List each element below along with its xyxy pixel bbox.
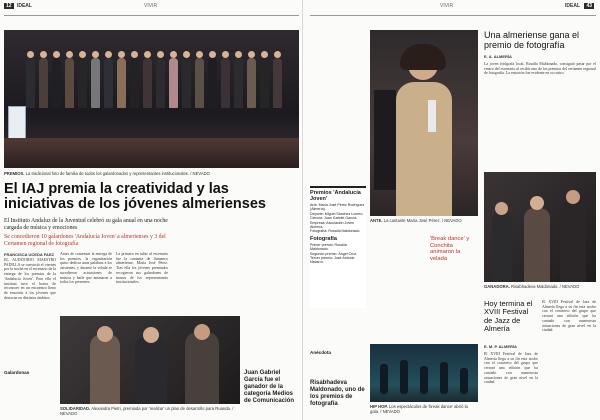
festival-byline: E. M. P. ALMERÍA: [484, 344, 517, 349]
col2-body: Antes de comenzar la entrega de los premios, la organización quiso dedicar unas palabras a los asistentes, y durante la velada se sucedieron actuaciones de música y baile que animaron a todos los presentes.: [60, 252, 112, 285]
photo-contest-body: La joven fotógrafa local, Rosalía Maldonado, consiguió pasar por el centro del escenario al recibir uno de los premios del certamen regional de fotografía. La emoción fue evidente en su rostro.: [484, 62, 596, 76]
winner-photo: [484, 172, 596, 282]
winners-infobox: Premios 'Andalucía Joven' Arte: María José Pérez Rodríguez (Almería). Deporte: Miguel Sánchez Lucero. Ciencia: Juan Gabriel García. Empresa: Asociación Joven Almería. Fotografía: Rosalía Maldonado. Fotografía Primer premio: Rosalía Maldonado. Segundo premio: Ángel Cruz. Tercer premio: José Antonio Navarro.: [310, 186, 366, 308]
maldonado-quote: Risabhadeva Maldonado, uno de los premios de fotografía: [310, 380, 365, 407]
anecdote-subhead: Anécdota: [310, 350, 331, 355]
right-page-header: [310, 3, 596, 13]
section-name: IDEAL: [16, 3, 32, 9]
col1-subhead: Galardonas: [4, 370, 30, 375]
section-name-right: IDEAL: [565, 3, 580, 9]
festival-body-col2: El XVIII Festival de Jazz de Almería llega a su fin esta noche con el concierto del grupo que cerrará una edición que ha contado con numerosas actuaciones de gran nivel en la ciudad.: [542, 300, 596, 333]
col1: [4, 252, 56, 257]
page-number: 12: [6, 3, 12, 9]
award-photo-caption: SOLIDARIDAD. Alexandra Pietri, premiada por 'realizar' un plan de desarrollo para Ruanda. / NEVADO: [60, 406, 234, 416]
header-rule-right: [310, 15, 596, 16]
festival-body: El XVIII Festival de Jazz de Almería llega a su fin esta noche con el concierto del grupo que cerrará una edición que ha contado con numerosas actuaciones de gran nivel en la ciudad.: [484, 352, 538, 385]
institutional-banner: [8, 106, 26, 142]
deck-2: Se concedieron 10 galardones 'Andalucía Joven' a almerienses y 3 del Certamen regional de fotografía: [4, 234, 166, 247]
photo-contest-headline: Una almeriense gana el premio de fotografía: [484, 30, 580, 50]
stage-floor: [4, 138, 299, 168]
infobox-subtitle: Fotografía: [310, 235, 337, 242]
festival-headline: Hoy termina el XVIII Festival de Jazz de Almería: [484, 299, 533, 334]
break-dance-quote: 'Break dance' y Conchita animaron la velada: [430, 236, 470, 262]
main-headline: El IAJ premia la creatividad y las iniciativas de los jóvenes almerienses: [4, 181, 266, 212]
deck-1: El Instituto Andaluz de la Juventud celebró su gala anual en una noche cargada de música y emociones: [4, 218, 168, 231]
page-number-right: 43: [586, 3, 592, 9]
hiphop-photo: [370, 344, 478, 402]
people-row: [26, 82, 296, 138]
byline: FRANCISCA UCEDA FAEZ: [4, 252, 54, 257]
award-photo: [60, 316, 240, 404]
section-label-right: VIVIR: [440, 3, 454, 9]
singer-caption: ANTE. La cantante María José Pérez. / NEVADO: [370, 218, 462, 223]
pull-quote: Juan Gabriel García fue el ganador de la categoría Medios de Comunicación: [244, 370, 295, 404]
hiphop-caption: HIP HOP. Los espectáculos de 'break dance' abrió la gala. / NEVADO: [370, 404, 468, 414]
group-photo: [4, 30, 299, 168]
left-page-header: [4, 3, 299, 13]
right-page: [302, 0, 600, 420]
col3-body: La primera en subir al escenario fue la cantante de flamenco almeriense, María José Pérez. Tras ella los jóvenes premiados recogieron sus galardones de manos de los representantes institucionales.: [116, 252, 168, 285]
section-label: VIVIR: [144, 3, 158, 9]
group-photo-caption: PREMIOS. La tradicional foto de familia de todos los galardonados y representantes institucionales. / NEVADO: [4, 171, 210, 176]
photo-contest-byline: E. A. ALMERÍA: [484, 54, 512, 59]
singer-photo: [370, 30, 478, 216]
col1-body: EL AUDITORIO MAESTRO PADILLA se convirtió el viernes por la noche en el escenario de la entrega de los premios de la 'Andalucía Joven'. Para ello el instituto tuvo el honor de reconocer en un encuentro lleno de emoción a los jóvenes que destacan en distintos ámbitos.: [4, 258, 56, 300]
winner-caption: GANADORA. Risabhadeva Maldonado. / NEVADO: [484, 284, 580, 289]
header-rule: [4, 15, 299, 16]
infobox-title: Premios 'Andalucía Joven': [310, 190, 361, 202]
